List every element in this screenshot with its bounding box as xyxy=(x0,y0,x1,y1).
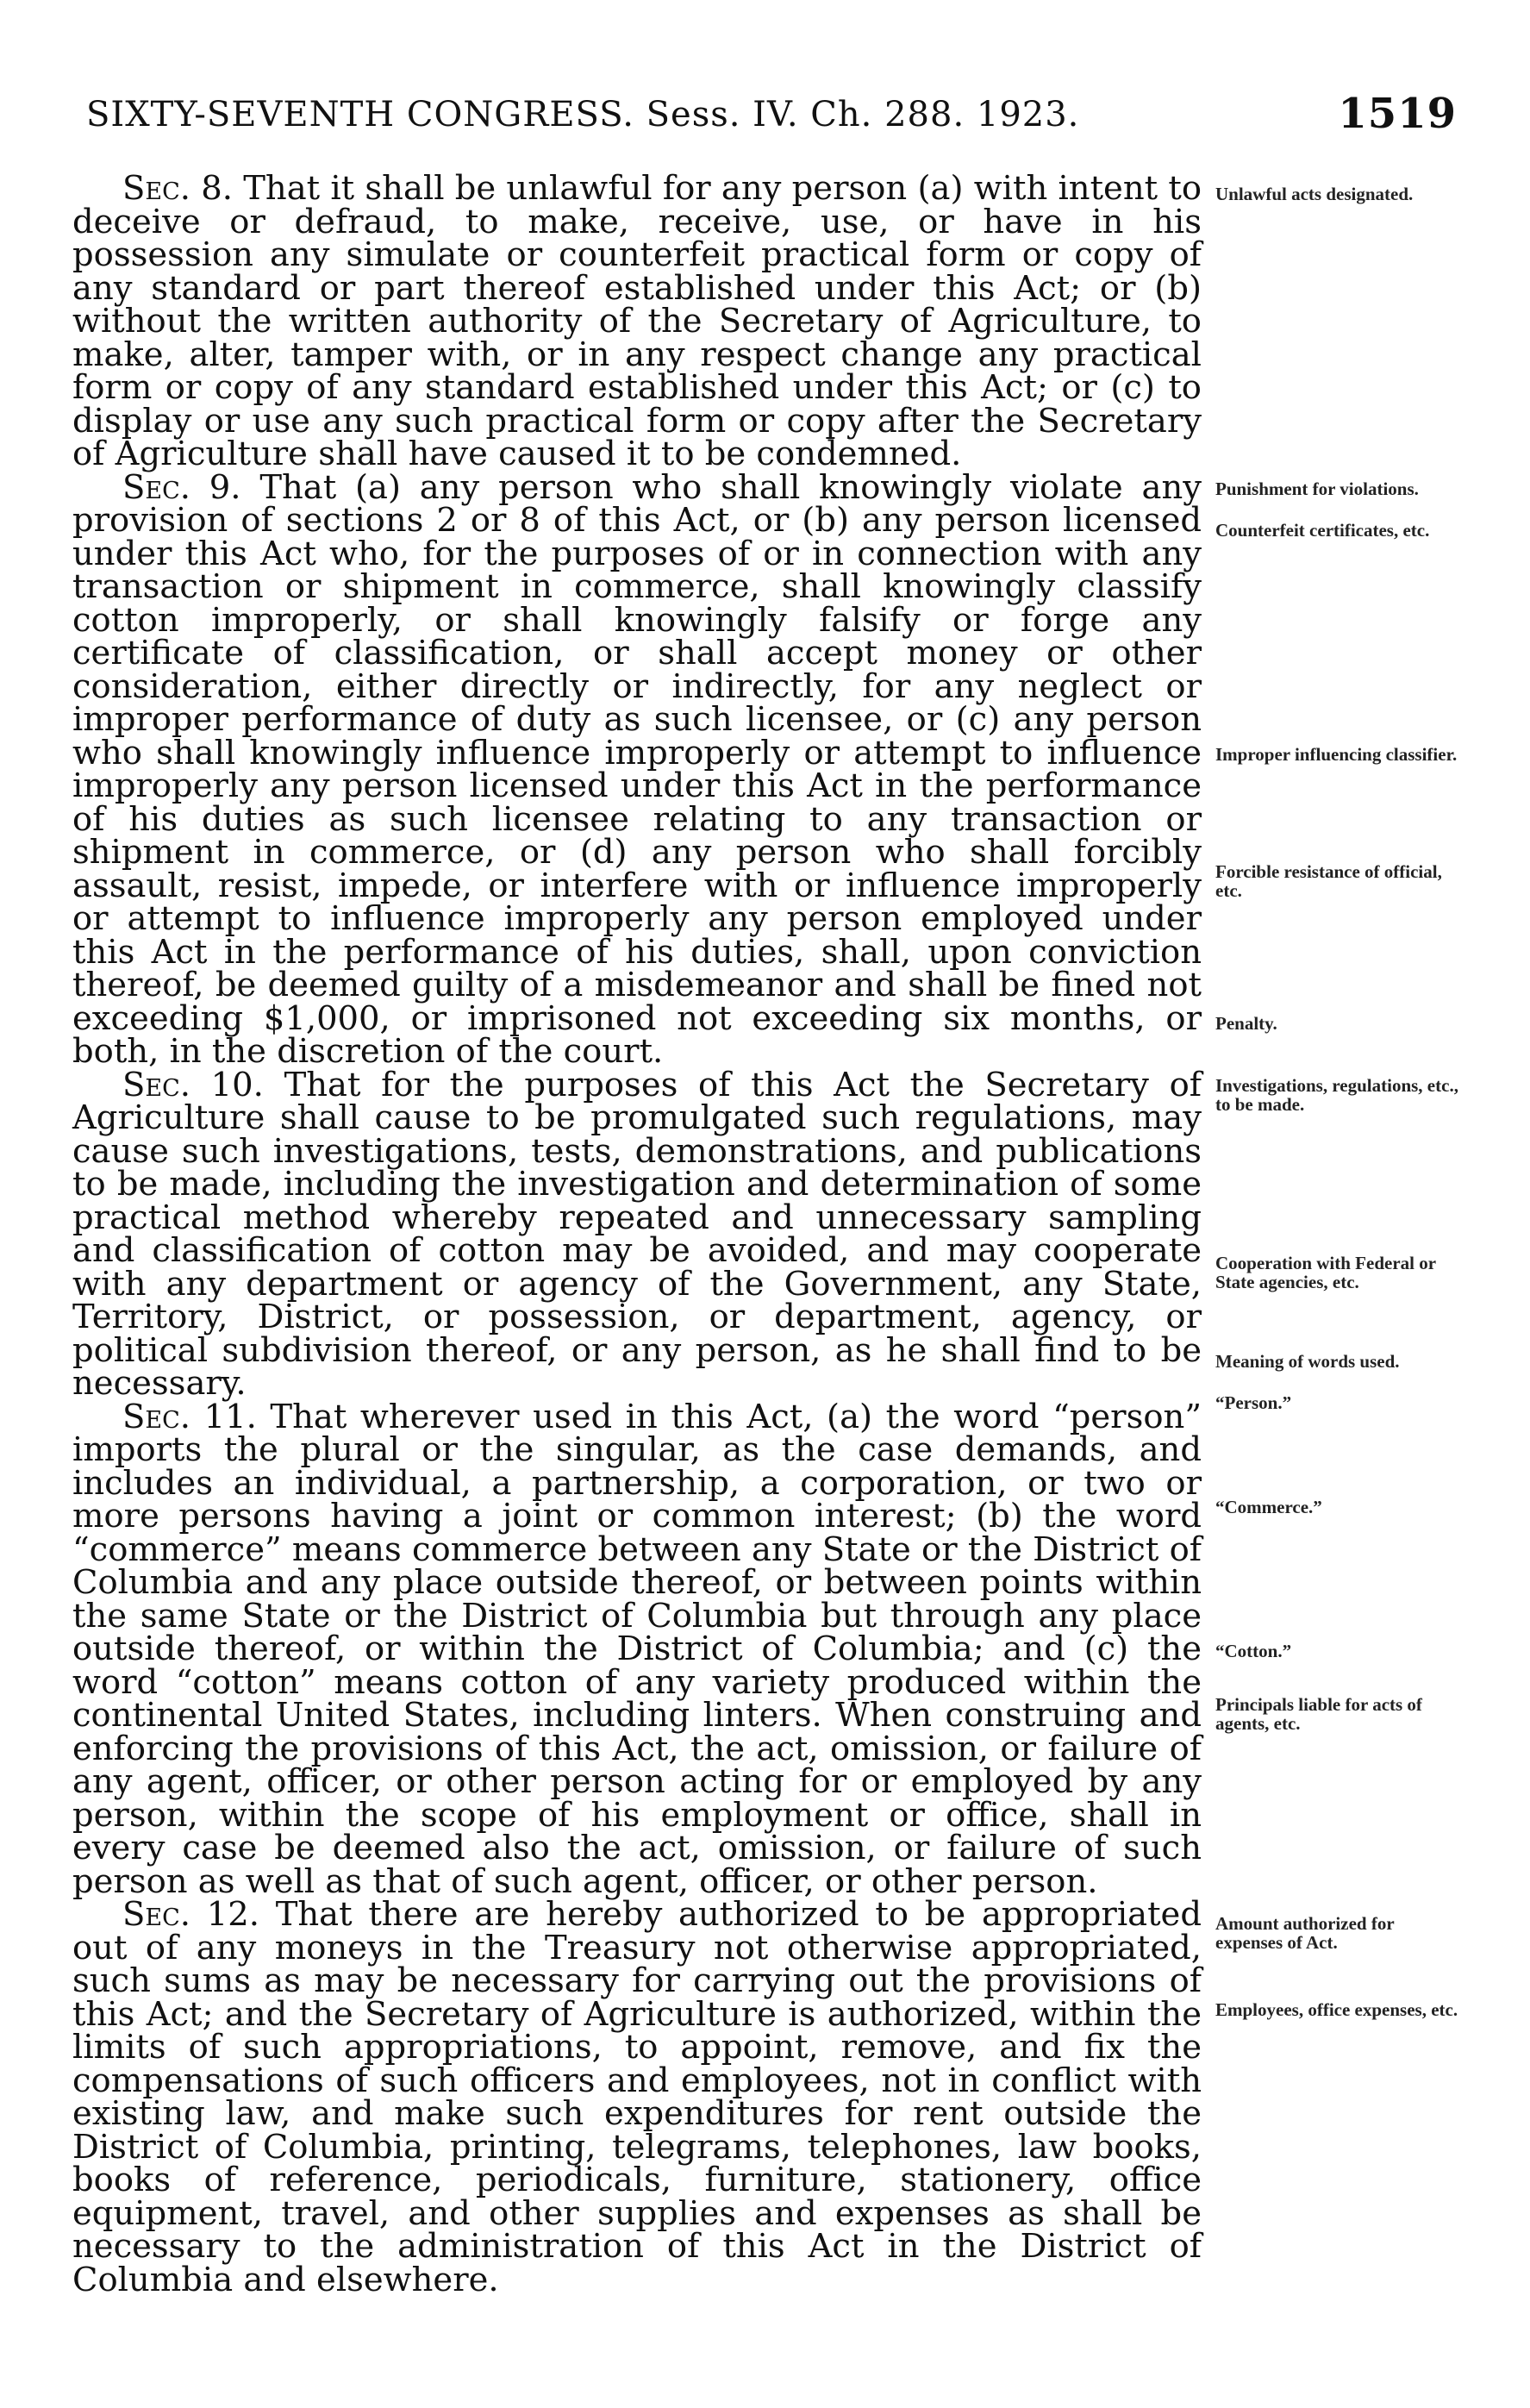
running-head-title: SIXTY-SEVENTH CONGRESS. Sess. IV. Ch. 288. 1923. xyxy=(86,95,1080,134)
section-8-text: That it shall be unlawful for any person (a) with intent to deceive or defraud, to make, receive, use, or have in his possession any simulate or counterfeit practical form or copy of any standard or part thereof established under this Act; or (b) without the written authority of the Secretary of Agriculture, to make, alter, tamper with, or in any respect change any practical form or copy of any standard established under this Act; or (c) to display or use any such practical form or copy after the Secretary of Agriculture shall have caused it to be condemned. xyxy=(72,169,1202,473)
section-9 xyxy=(72,467,1202,1071)
margin-note-cooperation: Cooperation with Federal or State agencies, etc. xyxy=(1215,1253,1436,1292)
margin-note-principals-liable: Principals liable for acts of agents, etc. xyxy=(1215,1694,1422,1734)
margin-note-employees: Employees, office expenses, etc. xyxy=(1215,1999,1458,2020)
section-9-label: Sec. 9. xyxy=(122,467,241,507)
margin-note-meaning-of-words: Meaning of words used. xyxy=(1215,1351,1400,1372)
margin-note-improper-influencing: Improper influencing classifier. xyxy=(1215,744,1458,765)
section-8 xyxy=(72,169,1202,473)
margin-note-forcible-resistance: Forcible resistance of official, etc. xyxy=(1215,861,1442,901)
section-10 xyxy=(72,1065,1202,1403)
margin-note-cotton: “Cotton.” xyxy=(1215,1641,1292,1661)
section-10-text: That for the purposes of this Act the Secretary of Agriculture shall cause to be promulgated such regulations, may cause such investigations, tests, demonstrations, and publications to be made, including the investigation and determination of some practical method whereby repeated and unnecessary sampling and classification of cotton may be avoided, and may cooperate with any department or agency of the Government, any State, Territory, District, or possession, or department, agency, or political subdivision thereof, or any person, as he shall find to be necessary. xyxy=(72,1065,1202,1403)
section-12 xyxy=(72,1895,1202,2299)
statute-body xyxy=(72,169,1202,2299)
margin-note-penalty: Penalty. xyxy=(1215,1013,1277,1034)
margin-note-amount-authorized: Amount authorized for expenses of Act. xyxy=(1215,1913,1395,1953)
section-12-label: Sec. 12. xyxy=(122,1895,259,1934)
running-head xyxy=(86,90,1457,147)
section-11-label: Sec. 11. xyxy=(122,1397,257,1436)
margin-note-person: “Person.” xyxy=(1215,1392,1292,1413)
section-8-label: Sec. 8. xyxy=(122,169,233,208)
margin-note-unlawful-acts: Unlawful acts designated. xyxy=(1215,184,1414,204)
section-11 xyxy=(72,1397,1202,1901)
section-11-text: That wherever used in this Act, (a) the word “person” imports the plural or the singular, as the case demands, and includes an individual, a partnership, a corporation, or two or more persons having a joint or common interest; (b) the word “commerce” means commerce between any State or the District of Columbia and any place outside thereof, or between points within the same State or the District of Columbia but through any place outside thereof, or within the District of Columbia; and (c) the word “cotton” means cotton of any variety produced within the continental United States, including linters. When construing and enforcing the provisions of this Act, the act, omission, or failure of any agent, officer, or other person acting for or employed by any person, within the scope of his employment or office, shall in every case be deemed also the act, omission, or failure of such person as well as that of such agent, officer, or other person. xyxy=(72,1397,1202,1901)
section-9-text: That (a) any person who shall knowingly violate any provision of sections 2 or 8 of this Act, or (b) any person licensed under this Act who, for the purposes of or in connection with any transaction or shipment in commerce, shall knowingly classify cotton improperly, or shall knowingly falsify or forge any certificate of classification, or shall accept money or other consideration, either directly or indirectly, for any neglect or improper performance of duty as such licensee, or (c) any person who shall knowingly influence improperly or attempt to influence improperly any person licensed under this Act in the performance of his duties as such licensee relating to any transaction or shipment in commerce, or (d) any person who shall forcibly assault, resist, impede, or interfere with or influence improperly or attempt to influence improperly any person employed under this Act in the performance of his duties, shall, upon conviction thereof, be deemed guilty of a misdemeanor and shall be fined not exceeding $1,000, or imprisoned not exceeding six months, or both, in the discretion of the court. xyxy=(72,467,1202,1071)
margin-note-commerce: “Commerce.” xyxy=(1215,1497,1322,1517)
margin-note-investigations: Investigations, regulations, etc., to be made. xyxy=(1215,1075,1458,1115)
page-number: 1519 xyxy=(1338,90,1457,138)
margin-note-counterfeit: Counterfeit certificates, etc. xyxy=(1215,520,1430,541)
margin-note-punishment: Punishment for violations. xyxy=(1215,478,1419,499)
section-12-text: That there are hereby authorized to be appropriated out of any moneys in the Treasury not otherwise appropriated, such sums as may be necessary for carrying out the provisions of this Act; and the Secretary of Agriculture is authorized, within the limits of such appropriations, to appoint, remove, and fix the compensations of such officers and employees, not in conflict with existing law, and make such expenditures for rent outside the District of Columbia, printing, telegrams, telephones, law books, books of reference, periodicals, furniture, stationery, office equipment, travel, and other supplies and expenses as shall be necessary to the administration of this Act in the District of Columbia and elsewhere. xyxy=(72,1895,1202,2299)
section-10-label: Sec. 10. xyxy=(122,1065,264,1104)
